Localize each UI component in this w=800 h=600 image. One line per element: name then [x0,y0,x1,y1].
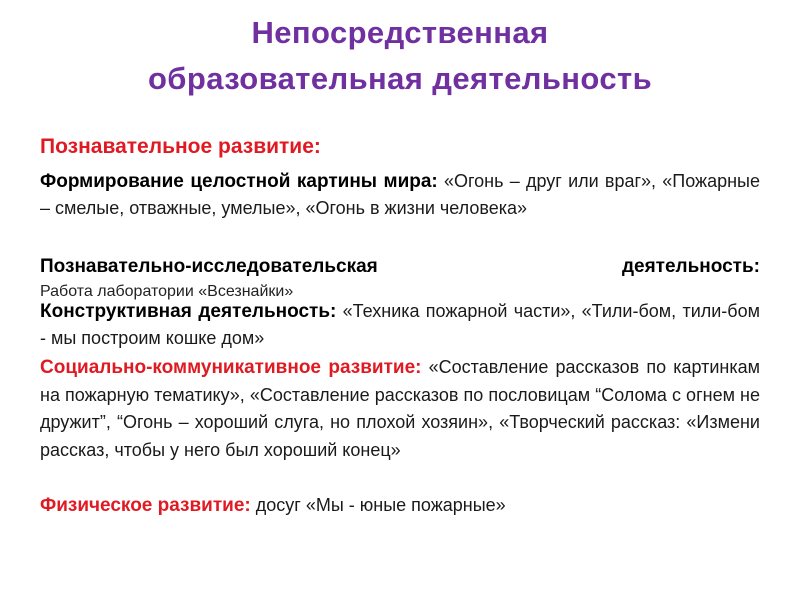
physical-development-paragraph [40,492,760,519]
slide-title [0,10,800,102]
constructive-activity-label: Конструктивная деятельность: [40,301,337,322]
cognitive-development-section [40,134,760,160]
research-activity-label: Познавательно-исследовательская деятельность: [40,256,760,277]
world-picture-text: «Огонь – друг или враг», «Пожарные – смелые, отважные, умелые», «Огонь в жизни человека» [40,171,760,218]
world-picture-label: Формирование целостной картины мира: [40,171,438,192]
physical-development-label: Физическое развитие: [40,495,251,516]
social-communicative-paragraph [40,354,760,464]
constructive-activity-paragraph [40,298,760,352]
social-communicative-label: Социально-коммуникативное развитие: [40,357,422,378]
title-line-2: образовательная деятельность [147,61,653,96]
laboratory-text-content: Работа лаборатории «Всезнайки» [40,283,294,300]
constructive-activity-text: «Техника пожарной части», «Тили-бом, тили-бом - мы построим кошке дом» [40,301,760,348]
research-activity-paragraph [40,254,760,280]
social-communicative-text: «Составление рассказов по картинкам на пожарную тематику», «Составление рассказов по пословицам “Солома с огнем не дружит”, “Огонь – хороший слуга, но плохой хозяин», «Творческий рассказ: «Измени рассказ, чтобы у него был хороший конец» [40,357,760,460]
physical-development-text: досуг «Мы - юные пожарные» [250,495,506,515]
world-picture-paragraph [40,168,760,221]
title-line-1: Непосредственная [251,15,549,50]
cognitive-development-heading: Познавательное развитие: [40,135,321,158]
